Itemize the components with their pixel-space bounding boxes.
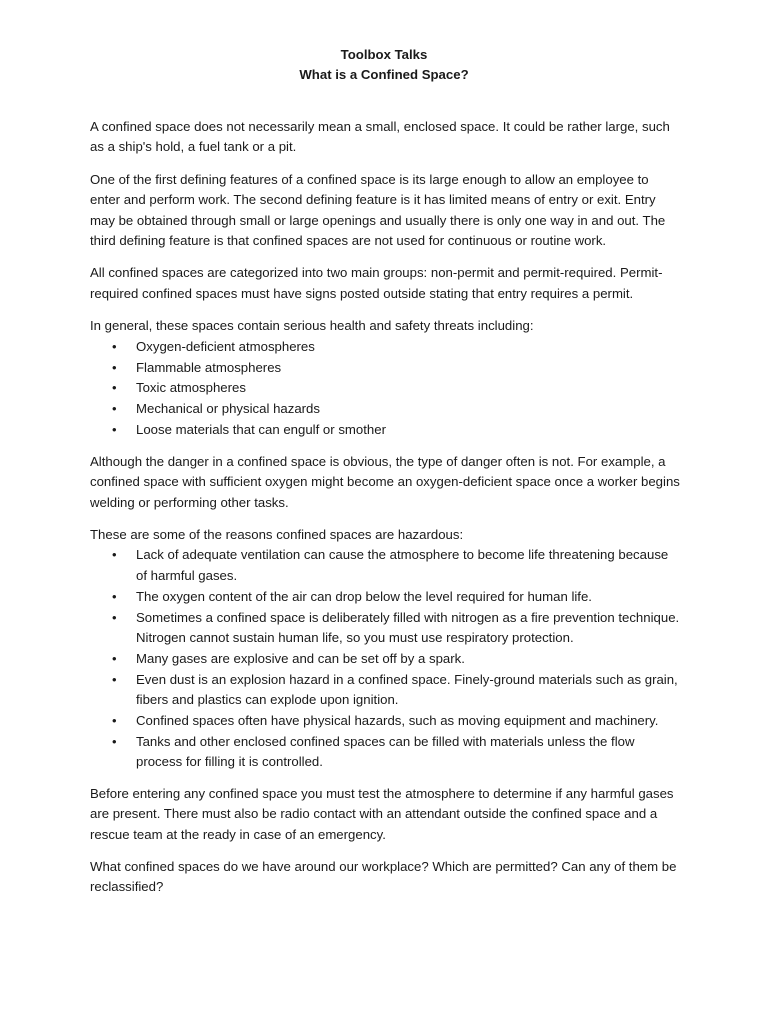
bullet-icon: • [112,338,117,354]
bullet-icon: • [112,713,117,729]
list-item-text: Tanks and other enclosed confined spaces can be filled with materials unless the flow process for filling it is controlled. [136,733,635,770]
list-item-text: Flammable atmospheres [136,359,282,375]
bullet-icon: • [112,359,117,375]
paragraph-threats-intro: In general, these spaces contain serious health and safety threats including: [90,318,534,334]
bullet-icon: • [112,609,117,625]
bullet-icon: • [112,401,117,417]
list-item-text: The oxygen content of the air can drop below the level required for human life. [136,588,592,604]
list-item-text: Loose materials that can engulf or smother [136,422,386,438]
list-item-text: Lack of adequate ventilation can cause the atmosphere to become life threatening because of harmful gases. [136,547,669,583]
list-item [90,711,682,731]
list-item [90,587,682,607]
list-item [90,420,682,440]
document-title: Toolbox Talks [340,47,428,62]
list-item-text: Oxygen-deficient atmospheres [136,338,315,354]
paragraph-defining-features: One of the first defining features of a confined space is its large enough to allow an employee to enter and perform work. The second defining feature is it has limited means of entry or exit. Entry may be obtained through small or large openings and usually there is only one way in and out. The third defining feature is that confined spaces are not used for continuous or routine work. [90,171,666,249]
list-item-text: Even dust is an explosion hazard in a confined space. Finely-ground materials such as grain, fibers and plastics can explode upon ignition. [136,671,678,708]
document-body [90,117,682,910]
paragraph-danger-type: Although the danger in a confined space is obvious, the type of danger often is not. For example, a confined space with sufficient oxygen might become an oxygen-deficient space once a worker begins welding or performing other tasks. [90,453,680,510]
list-item [90,337,682,357]
list-item [90,399,682,419]
list-item [90,732,682,773]
threats-list [90,337,682,441]
list-item-text: Mechanical or physical hazards [136,401,320,417]
bullet-icon: • [112,422,117,438]
list-item-text: Many gases are explosive and can be set off by a spark. [136,650,465,666]
bullet-icon: • [112,671,117,687]
list-item [90,378,682,398]
document-subtitle: What is a Confined Space? [299,67,469,82]
reasons-list [90,545,682,772]
bullet-icon: • [112,588,117,604]
paragraph-categories: All confined spaces are categorized into two main groups: non-permit and permit-required. Permit-required confined spaces must have signs posted outside stating that entry requires a permit. [90,265,663,301]
list-item [90,358,682,378]
list-item-text: Toxic atmospheres [136,380,246,396]
list-item-text: Confined spaces often have physical hazards, such as moving equipment and machinery. [136,713,659,729]
paragraph-questions: What confined spaces do we have around our workplace? Which are permitted? Can any of them be reclassified? [90,859,677,895]
list-item [90,649,682,669]
document-header [0,45,768,85]
list-item [90,545,682,586]
paragraph-intro: A confined space does not necessarily mean a small, enclosed space. It could be rather large, such as a ship's hold, a fuel tank or a pit. [90,119,670,155]
bullet-icon: • [112,547,117,563]
bullet-icon: • [112,380,117,396]
paragraph-before-entering: Before entering any confined space you must test the atmosphere to determine if any harmful gases are present. There must also be radio contact with an attendant outside the confined space and a rescue team at the ready in case of an emergency. [90,785,674,842]
list-item-text: Sometimes a confined space is deliberately filled with nitrogen as a fire prevention technique. Nitrogen cannot sustain human life, so you must use respiratory protection. [136,609,680,645]
list-item [90,670,682,711]
paragraph-reasons-intro: These are some of the reasons confined spaces are hazardous: [90,526,464,542]
bullet-icon: • [112,650,117,666]
bullet-icon: • [112,733,117,749]
list-item [90,608,682,649]
